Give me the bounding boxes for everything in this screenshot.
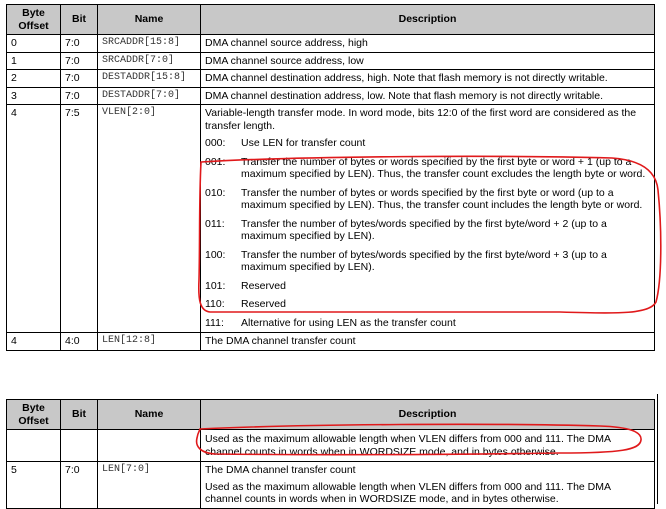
vlen-option — [205, 317, 650, 330]
bit-cell: 7:0 — [61, 70, 98, 88]
field-name-cell: DESTADDR[15:8] — [98, 70, 201, 88]
description-cell: DMA channel destination address, high. Note that flash memory is not directly writable. — [201, 70, 655, 88]
bit-cell: 7:0 — [61, 87, 98, 105]
field-name-cell: SRCADDR[7:0] — [98, 52, 201, 70]
len-description: The DMA channel transfer count — [205, 464, 356, 476]
field-name-cell: SRCADDR[15:8] — [98, 35, 201, 53]
bit-cell: 7:5 — [61, 105, 98, 333]
vlen-option-code: 010: — [205, 186, 226, 199]
vlen-option — [205, 298, 650, 311]
vlen-option-code: 101: — [205, 279, 226, 292]
description-cell: DMA channel destination address, low. Note that flash memory is not directly writable. — [201, 87, 655, 105]
description-cell — [201, 462, 655, 509]
vlen-option-code: 000: — [205, 137, 226, 149]
field-name-cell: LEN[12:8] — [98, 333, 201, 351]
vlen-option-text: Transfer the number of bytes or words specified by the first byte or word + 1 (up to a maximum specified by LEN). Thus, the transfer count excludes the length byte or word. — [241, 155, 646, 180]
table-header-row — [7, 400, 655, 430]
table-header-row — [7, 5, 655, 35]
page-edge-line — [657, 394, 658, 504]
byte-offset-cell: 4 — [7, 105, 61, 333]
table-row-continued — [7, 430, 655, 462]
vlen-option-text: Transfer the number of bytes or words specified by the first byte or word (up to a maximum specified by LEN). Thus, the transfer count includes the length byte or word. — [241, 186, 643, 211]
byte-offset-cell: 0 — [7, 35, 61, 53]
bit-cell — [61, 430, 98, 462]
bit-cell: 7:0 — [61, 52, 98, 70]
vlen-option — [205, 218, 650, 243]
byte-offset-cell: 2 — [7, 70, 61, 88]
register-table-bottom — [6, 399, 655, 509]
vlen-option-text: Transfer the number of bytes/words specified by the first byte/word + 2 (up to a maximum specified by LEN). — [241, 217, 607, 242]
bit-cell: 4:0 — [61, 333, 98, 351]
vlen-option-code: 110: — [205, 298, 225, 310]
vlen-option-code: 100: — [205, 248, 226, 261]
description-cell: DMA channel source address, high — [201, 35, 655, 53]
field-name-cell: LEN[7:0] — [98, 462, 201, 509]
header-bit: Bit — [61, 5, 98, 35]
register-table-top — [6, 4, 655, 351]
table-row — [7, 35, 655, 53]
description-cell: DMA channel source address, low — [201, 52, 655, 70]
vlen-option-text: Alternative for using LEN as the transfer count — [241, 316, 456, 329]
header-bit: Bit — [61, 400, 98, 430]
header-name: Name — [98, 400, 201, 430]
table-row — [7, 87, 655, 105]
table-row — [7, 52, 655, 70]
vlen-option-text: Reserved — [241, 279, 286, 292]
vlen-option — [205, 156, 650, 181]
vlen-option-text: Use LEN for transfer count — [241, 137, 366, 149]
header-byte-offset: Byte Offset — [7, 400, 61, 430]
table-row — [7, 333, 655, 351]
table-row-vlen — [7, 105, 655, 333]
description-cell: Used as the maximum allowable length when VLEN differs from 000 and 111. The DMA channel counts in words when in WORDSIZE mode, and in bytes otherwise. — [201, 430, 655, 462]
vlen-option-code: 111: — [205, 316, 224, 329]
table-row — [7, 462, 655, 509]
vlen-option — [205, 249, 650, 274]
byte-offset-cell: 4 — [7, 333, 61, 351]
byte-offset-cell: 5 — [7, 462, 61, 509]
bit-cell: 7:0 — [61, 35, 98, 53]
byte-offset-cell: 3 — [7, 87, 61, 105]
vlen-option-text: Transfer the number of bytes/words specified by the first byte/word + 3 (up to a maximum specified by LEN). — [241, 248, 607, 273]
vlen-option-text: Reserved — [241, 298, 286, 310]
vlen-option — [205, 187, 650, 212]
header-byte-offset: Byte Offset — [7, 5, 61, 35]
bit-cell: 7:0 — [61, 462, 98, 509]
field-name-cell — [98, 430, 201, 462]
len-note: Used as the maximum allowable length when VLEN differs from 000 and 111. The DMA channel counts in words when in WORDSIZE mode, and in bytes otherwise. — [205, 480, 611, 505]
description-cell: The DMA channel transfer count — [201, 333, 655, 351]
vlen-option — [205, 137, 650, 150]
field-name-cell: VLEN[2:0] — [98, 105, 201, 333]
vlen-option-code: 001: — [205, 155, 226, 168]
vlen-description: Variable-length transfer mode. In word mode, bits 12:0 of the first word are considered as the transfer length. — [205, 107, 637, 132]
header-name: Name — [98, 5, 201, 35]
vlen-option-code: 011: — [205, 217, 225, 230]
byte-offset-cell — [7, 430, 61, 462]
byte-offset-cell: 1 — [7, 52, 61, 70]
vlen-option — [205, 280, 650, 293]
table-row — [7, 70, 655, 88]
header-description: Description — [201, 400, 655, 430]
description-cell — [201, 105, 655, 333]
header-description: Description — [201, 5, 655, 35]
field-name-cell: DESTADDR[7:0] — [98, 87, 201, 105]
